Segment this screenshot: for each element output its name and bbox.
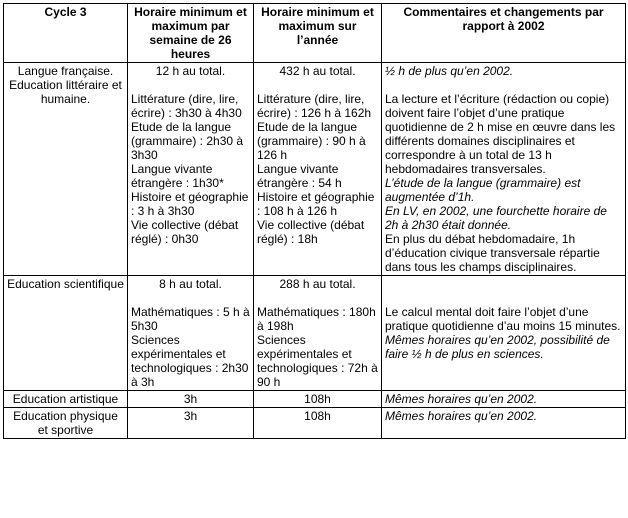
yearly-cell: 108h	[254, 391, 382, 408]
yearly-total: 288 h au total.	[279, 277, 356, 291]
yearly-detail: Mathématiques : 180h à 198h	[257, 305, 376, 333]
comments-cell	[382, 276, 626, 391]
yearly-detail: Etude de la langue (grammaire) : 90 h à 126 h	[257, 120, 366, 162]
subject-cell: Education scientifique	[4, 276, 128, 391]
table-row	[4, 408, 626, 439]
weekly-detail: Histoire et géographie : 3 h à 3h30	[131, 190, 249, 218]
weekly-total: 12 h au total.	[155, 64, 226, 78]
header-row	[4, 4, 626, 63]
weekly-cell	[128, 63, 254, 276]
header-comments: Commentaires et changements par rapport à 2002	[382, 4, 626, 63]
comments-cell: Mêmes horaires qu’en 2002.	[382, 408, 626, 439]
yearly-detail: Sciences expérimentales et technologiques : 72h à 90 h	[257, 333, 378, 389]
subject-cell: Education artistique	[4, 391, 128, 408]
table-row	[4, 391, 626, 408]
weekly-detail: Etude de la langue (grammaire) : 2h30 à 3h30	[131, 120, 244, 162]
comment-text: Mêmes horaires qu’en 2002, possibilité de faire ½ h de plus en sciences.	[385, 333, 610, 361]
weekly-detail: Vie collective (débat réglé) : 0h30	[131, 218, 239, 246]
comment-text: En plus du débat hebdomadaire, 1h d’éducation civique transversale répartie dans tous les champs disciplinaires.	[385, 232, 600, 274]
header-cycle: Cycle 3	[4, 4, 128, 63]
weekly-cell: 3h	[128, 391, 254, 408]
weekly-detail: Mathématiques : 5 h à 5h30	[131, 305, 250, 333]
comment-text: L’étude de la langue (grammaire) est augmentée d’1h.	[385, 176, 581, 204]
yearly-cell: 108h	[254, 408, 382, 439]
weekly-cell	[128, 276, 254, 391]
yearly-total: 432 h au total.	[279, 64, 356, 78]
subject-cell: Education physique et sportive	[4, 408, 128, 439]
weekly-detail: Langue vivante étrangère : 1h30*	[131, 162, 224, 190]
yearly-detail: Langue vivante étrangère : 54 h	[257, 162, 342, 190]
subject-cell: Langue française. Education littéraire et humaine.	[4, 63, 128, 276]
yearly-detail: Vie collective (débat réglé) : 18h	[257, 218, 365, 246]
table-row	[4, 63, 626, 276]
comment-text: En LV, en 2002, une fourchette horaire de 2h à 2h30 était donnée.	[385, 204, 607, 232]
comment-text: Le calcul mental doit faire l’objet d’une pratique quotidienne d’au moins 15 minutes.	[385, 305, 621, 333]
comment-head: ½ h de plus qu’en 2002.	[385, 64, 514, 78]
weekly-cell: 3h	[128, 408, 254, 439]
yearly-detail: Littérature (dire, lire, écrire) : 126 h à 162h	[257, 92, 372, 120]
weekly-total: 8 h au total.	[159, 277, 222, 291]
schedule-table	[3, 3, 626, 439]
comments-cell: Mêmes horaires qu’en 2002.	[382, 391, 626, 408]
weekly-detail: Littérature (dire, lire, écrire) : 3h30 à 4h30	[131, 92, 242, 120]
yearly-detail: Histoire et géographie : 108 h à 126 h	[257, 190, 375, 218]
yearly-cell	[254, 276, 382, 391]
yearly-cell	[254, 63, 382, 276]
header-yearly: Horaire minimum et maximum sur l’année	[254, 4, 382, 63]
comments-cell	[382, 63, 626, 276]
weekly-detail: Sciences expérimentales et technologiques : 2h30 à 3h	[131, 333, 249, 389]
header-weekly: Horaire minimum et maximum par semaine de 26 heures	[128, 4, 254, 63]
comment-text: La lecture et l’écriture (rédaction ou copie) doivent faire l’objet d’une pratique quotidienne de 2 h mise en œuvre dans les différents domaines disciplinaires et correspondre à un total de 13 h hebdomadaires transversales.	[385, 92, 616, 176]
table-row	[4, 276, 626, 391]
